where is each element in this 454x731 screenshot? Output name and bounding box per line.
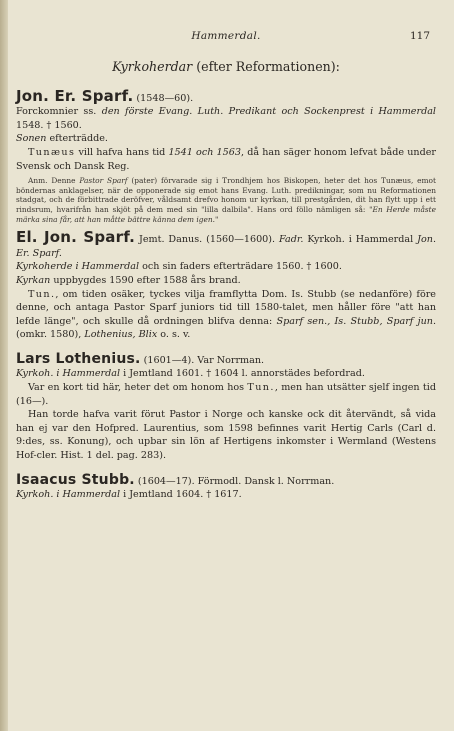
entry-line: [16, 408, 436, 462]
entry-text: Forckomnier ss.: [16, 106, 102, 118]
author-name: Tunæus: [28, 146, 76, 158]
entry-text: (1601—4). Var Norrman.: [140, 354, 265, 366]
author-name: Tun.: [28, 288, 56, 300]
entry-text: (omkr. 1580),: [16, 329, 85, 341]
entry-text: 1548. † 1560.: [16, 119, 82, 131]
entry-text: Kyrkoh. i Hammerdal: [303, 234, 418, 246]
entry-isaacus-stubb: [16, 471, 436, 502]
entry-text-italic: den förste Evang. Luth. Predikant och Sockenprest i Hammerdal: [101, 106, 436, 118]
entry-text: , om tiden osäker, tyckes vilja framflytta Dom. Is. Stubb (se nedanföre) före denne, och antaga Pastor Sparf juniors tid till 1580-talet, men håller före "att han lefde länge", och skulle då ordningen blifva denna:: [16, 288, 436, 327]
entry-text-italic: Kyrkan: [16, 274, 51, 286]
entry-line: [16, 367, 436, 381]
entry-text-italic: Sparf sen., Is. Stubb, Sparf jun.: [276, 315, 436, 327]
entry-text: i Jemtland 1601. † 1604 l. annorstädes befordrad.: [120, 368, 365, 380]
entry-text-italic: Kyrkoh. i Hammerdal: [16, 489, 121, 501]
entry-text-italic: Sonen: [16, 133, 47, 145]
entry-text-italic: Fadr.: [279, 234, 304, 246]
footnote: [16, 176, 436, 224]
entry-text: uppbygdes 1590 efter 1588 års brand.: [50, 274, 241, 286]
page-number: 117: [409, 30, 430, 42]
section-title: [16, 60, 436, 74]
entry-line: [16, 105, 436, 132]
running-head: [16, 30, 436, 46]
entry-text: Var en kort tid här, heter det om honom hos: [28, 382, 248, 394]
entry-text: o. s. v.: [157, 329, 191, 341]
entry-text-italic: Kyrkoh. i Hammerdal: [16, 368, 121, 380]
person-name: Isaacus Stubb.: [16, 471, 135, 488]
entry-heading: [16, 350, 436, 368]
entry-line: [16, 381, 436, 408]
entry-text: och sin faders efterträdare 1560. † 1600.: [139, 261, 342, 273]
entry-text: efterträdde.: [46, 133, 108, 145]
entry-text: i Jemtland 1604. † 1617.: [120, 489, 242, 501]
entry-years: (1548—60).: [133, 92, 194, 104]
entry-el-jon-sparf: [16, 228, 436, 342]
entry-text-italic: Kyrkoherde i Hammerdal: [16, 261, 140, 273]
running-title: Hammerdal.: [191, 30, 261, 42]
entry-text-italic: Jon. Er. Sparf.: [16, 234, 436, 259]
entry-text: Jemt. Danus. (1560—1600).: [135, 234, 280, 246]
person-name: Lars Lothenius.: [16, 350, 141, 367]
footnote-text-italic: Pastor Sparf: [79, 176, 128, 186]
entry-heading: [16, 86, 436, 106]
person-name: El. Jon. Sparf.: [16, 228, 136, 247]
entry-line: [16, 288, 436, 342]
book-page: [16, 30, 436, 507]
entry-text: vill hafva hans tid: [75, 146, 169, 158]
person-name: Jon. Er. Sparf.: [16, 86, 134, 105]
entry-line: [16, 260, 436, 274]
footnote-quote: "En Herde måste märka sina får, att han måtte bättre känna dem igen.": [16, 204, 436, 224]
entry-line: [16, 146, 436, 173]
entry-text: , då han säger honom lefvat både under Svensk och Dansk Reg.: [16, 146, 436, 172]
entry-line: [16, 488, 436, 502]
entry-heading: [16, 228, 436, 260]
entry-line: [16, 274, 436, 288]
entry-line: [16, 132, 436, 146]
entry-jon-er-sparf: [16, 86, 436, 225]
footnote-text: Anm. Denne: [28, 176, 80, 186]
author-name: Tun.: [247, 382, 275, 394]
entry-text: Han torde hafva varit förut Pastor i Norge och kanske ock dit återvändt, så vida han ej var den Hofpred. Laurentius, som 1598 befinnes varit Hertig Carls (Carl d. 9:des, ss. Konung), och upbar sin lön af Hertigens inkomster i Wermland (Westens Hof-cler. Hist. 1 del. pag. 283).: [16, 409, 436, 462]
entry-text-italic: 1541 och 1563: [168, 146, 241, 158]
entry-lars-lothenius: [16, 350, 436, 463]
entry-heading: [16, 471, 436, 489]
entry-text-italic: Lothenius, Blix: [84, 329, 158, 341]
book-spine-shadow: [0, 0, 8, 731]
section-title-rest: (efter Reformationen):: [192, 59, 340, 74]
footnote-text: (pater) förvarade sig i Trondhjem hos Biskopen, heter det hos Tunæus, emot böndernas anklagelser, när de opponerade sig emot hans Evang. Luth. predikningar, som nu Reformationen stadgat, och de förbittrade deröfver, våldsamt drefvo honom ur kyrkan, till prestgården, dit han flytt upp i ett rindsrum, hvarifrån han skjöt på dem med sin "lilla dalbila". Hans ord föllo nämligen så:: [16, 176, 436, 214]
section-title-italic: Kyrkoherdar: [112, 59, 193, 74]
entry-text: , men han utsätter sjelf ingen tid (16—).: [16, 382, 436, 407]
entry-text: (1604—17). Förmodl. Dansk l. Norrman.: [134, 475, 335, 487]
